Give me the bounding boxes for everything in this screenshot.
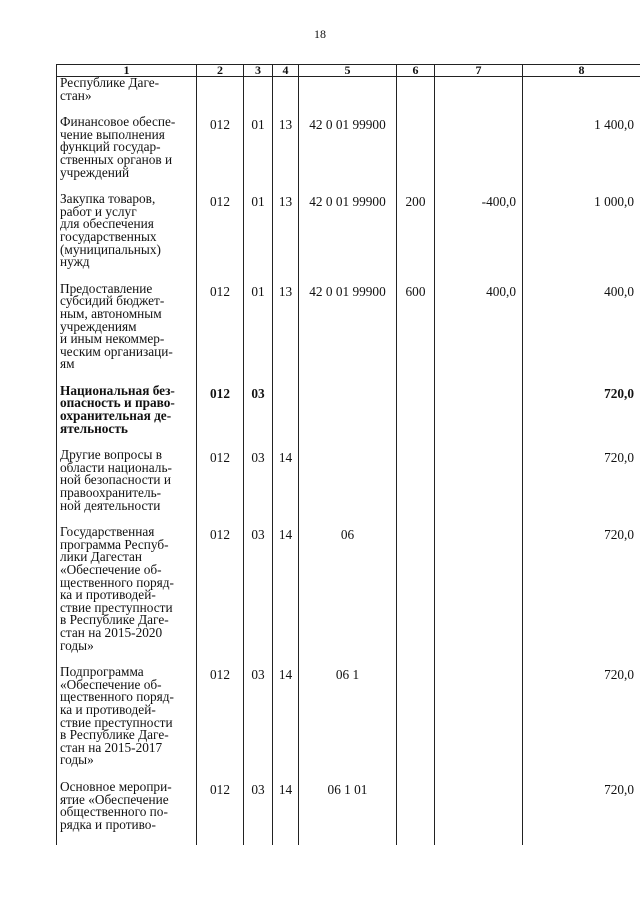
row-subsection-code: 14: [273, 526, 299, 666]
row-admin-code: 012: [197, 116, 244, 193]
row-section-code: 01: [244, 283, 273, 385]
row-target-article: 06: [299, 526, 397, 666]
row-target-article: 42 0 01 99900: [299, 116, 397, 193]
table-row: [57, 666, 640, 781]
row-subsection-code: 13: [273, 193, 299, 283]
row-total-amount: 720,0: [523, 385, 640, 449]
row-section-code: 03: [244, 526, 273, 666]
row-section-code: 01: [244, 193, 273, 283]
row-target-article: [299, 449, 397, 526]
table-row: [57, 116, 640, 193]
row-admin-code: 012: [197, 781, 244, 845]
row-target-article: 42 0 01 99900: [299, 193, 397, 283]
row-total-amount: 1 000,0: [523, 193, 640, 283]
row-expense-type: 200: [397, 193, 435, 283]
row-name: Подпрограмма «Обеспечение об- щественного поряд- ка и противодей- ствие преступности в Республике Даге- стан на 2015-2017 годы»: [57, 666, 197, 781]
row-target-article: 06 1: [299, 666, 397, 781]
row-change-amount: -400,0: [435, 193, 523, 283]
row-total-amount: 720,0: [523, 781, 640, 845]
row-section-code: 03: [244, 385, 273, 449]
row-change-amount: [435, 781, 523, 845]
row-total-amount: 1 400,0: [523, 116, 640, 193]
row-expense-type: 600: [397, 283, 435, 385]
row-expense-type: [397, 77, 435, 117]
row-target-article: 06 1 01: [299, 781, 397, 845]
header-col-8: 8: [523, 65, 640, 77]
row-subsection-code: 13: [273, 283, 299, 385]
row-expense-type: [397, 666, 435, 781]
row-name: Республике Даге- стан»: [57, 77, 197, 117]
row-subsection-code: 14: [273, 449, 299, 526]
row-section-code: [244, 77, 273, 117]
row-change-amount: [435, 385, 523, 449]
row-expense-type: [397, 526, 435, 666]
row-expense-type: [397, 781, 435, 845]
row-target-article: 42 0 01 99900: [299, 283, 397, 385]
table-row: [57, 449, 640, 526]
row-expense-type: [397, 385, 435, 449]
row-admin-code: [197, 77, 244, 117]
header-col-6: 6: [397, 65, 435, 77]
header-col-5: 5: [299, 65, 397, 77]
row-section-code: 01: [244, 116, 273, 193]
row-expense-type: [397, 116, 435, 193]
row-name: Основное меропри- ятие «Обеспечение общественного по- рядка и противо-: [57, 781, 197, 845]
table-row: [57, 283, 640, 385]
row-change-amount: [435, 77, 523, 117]
header-col-2: 2: [197, 65, 244, 77]
row-admin-code: 012: [197, 193, 244, 283]
row-admin-code: 012: [197, 449, 244, 526]
row-name: Финансовое обеспе- чение выполнения функций государ- ственных органов и учреждений: [57, 116, 197, 193]
row-total-amount: 400,0: [523, 283, 640, 385]
row-total-amount: 720,0: [523, 449, 640, 526]
header-col-4: 4: [273, 65, 299, 77]
row-admin-code: 012: [197, 666, 244, 781]
row-change-amount: [435, 116, 523, 193]
row-total-amount: [523, 77, 640, 117]
row-section-code: 03: [244, 781, 273, 845]
table-row: [57, 385, 640, 449]
row-target-article: [299, 385, 397, 449]
row-change-amount: [435, 666, 523, 781]
row-change-amount: 400,0: [435, 283, 523, 385]
row-total-amount: 720,0: [523, 526, 640, 666]
table-row: [57, 193, 640, 283]
row-target-article: [299, 77, 397, 117]
row-change-amount: [435, 449, 523, 526]
header-col-3: 3: [244, 65, 273, 77]
row-name: Предоставление субсидий бюджет- ным, автономным учреждениям и иным некоммер- ческим организаци- ям: [57, 283, 197, 385]
row-subsection-code: 14: [273, 781, 299, 845]
row-subsection-code: 13: [273, 116, 299, 193]
row-total-amount: 720,0: [523, 666, 640, 781]
row-name: Государственная программа Респуб- лики Дагестан «Обеспечение об- щественного поряд- ка и противодей- ствие преступности в Республике Даге- стан на 2015-2020 годы»: [57, 526, 197, 666]
page-number: 18: [314, 27, 326, 41]
row-section-code: 03: [244, 666, 273, 781]
header-col-1: 1: [57, 65, 197, 77]
row-name: Национальная без- опасность и право- охранительная де- ятельность: [57, 385, 197, 449]
row-admin-code: 012: [197, 526, 244, 666]
budget-table: [56, 64, 640, 845]
row-name: Другие вопросы в области националь- ной безопасности и правоохранитель- ной деятельности: [57, 449, 197, 526]
table-row: [57, 781, 640, 845]
row-name: Закупка товаров, работ и услуг для обеспечения государственных (муниципальных) нужд: [57, 193, 197, 283]
header-col-7: 7: [435, 65, 523, 77]
row-subsection-code: [273, 385, 299, 449]
row-section-code: 03: [244, 449, 273, 526]
row-expense-type: [397, 449, 435, 526]
table-row: [57, 77, 640, 117]
table-body: [57, 77, 640, 846]
row-admin-code: 012: [197, 385, 244, 449]
row-subsection-code: [273, 77, 299, 117]
row-admin-code: 012: [197, 283, 244, 385]
table-row: [57, 526, 640, 666]
row-subsection-code: 14: [273, 666, 299, 781]
row-change-amount: [435, 526, 523, 666]
